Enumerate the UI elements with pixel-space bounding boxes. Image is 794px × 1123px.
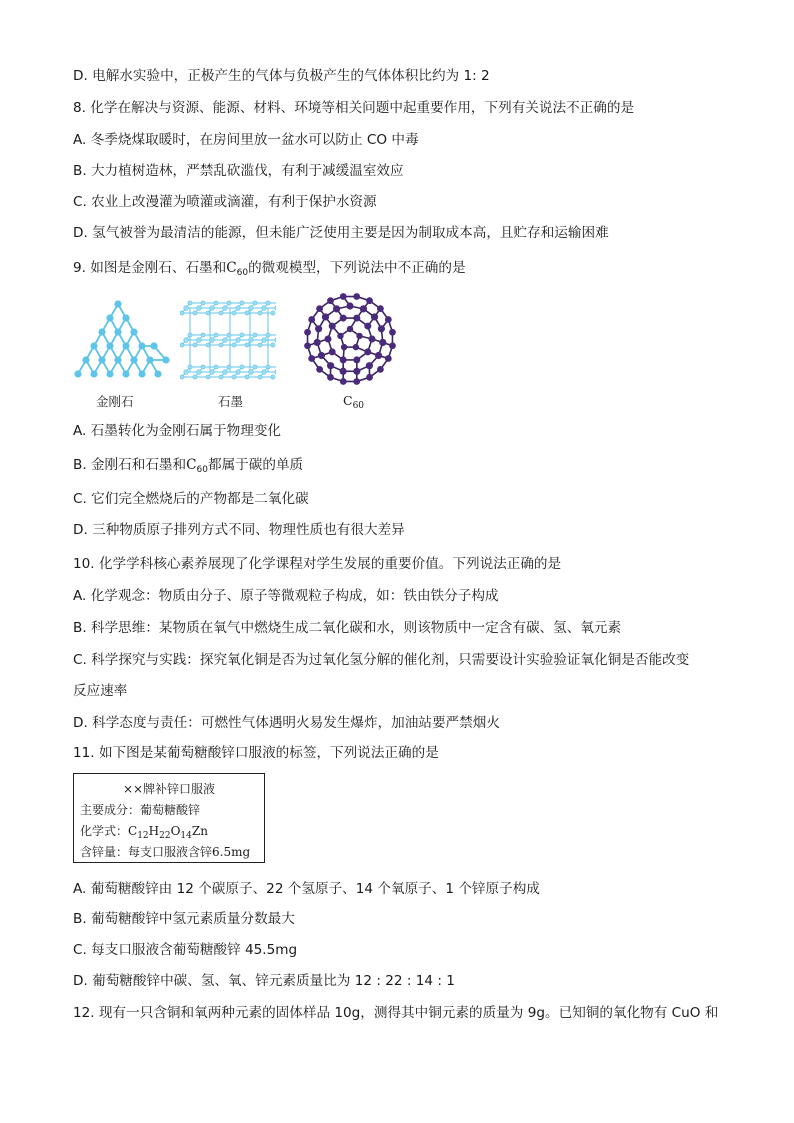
q11-option-a: A. 葡萄糖酸锌由 12 个碳原子、22 个氢原子、14 个氧原子、1 个锌原子构成: [73, 881, 540, 897]
formula-zn: Zn: [191, 824, 208, 838]
q8-option-a: A. 冬季烧煤取暖时，在房间里放一盆水可以防止 CO 中毒: [73, 132, 419, 148]
q9b-pre: B. 金刚石和石墨和: [73, 457, 187, 473]
formula-o-n: 14: [180, 831, 192, 841]
q10-stem: 10. 化学学科核心素养展现了化学课程对学生发展的重要价值。下列说法正确的是: [73, 556, 562, 572]
product-label: [73, 773, 265, 863]
q9-stem-post: 的微观模型，下列说法中不正确的是: [248, 260, 466, 276]
diamond-caption: 金刚石: [96, 394, 134, 409]
q11-stem: 11. 如下图是某葡萄糖酸锌口服液的标签，下列说法正确的是: [73, 745, 439, 761]
formula-c-n: 12: [137, 831, 149, 841]
formula-o: O: [170, 824, 181, 838]
q10-option-c: C. 科学探究与实践：探究氧化铜是否为过氧化氢分解的催化剂，只需要设计实验验证氧化铜是否能改变: [73, 652, 690, 668]
q9-stem-c: C: [226, 260, 237, 276]
label-formula-prefix: 化学式：: [80, 824, 129, 838]
label-formula: [80, 822, 208, 841]
c60-model: [302, 292, 398, 386]
formula-h: H: [148, 824, 160, 838]
q8-stem: 8. 化学在解决与资源、能源、材料、环境等相关问题中起重要作用，下列有关说法不正确的是: [73, 100, 635, 116]
q12-stem: 12. 现有一只含铜和氧两种元素的固体样品 10g，测得其中铜元素的质量为 9g。已知铜的氧化物有 CuO 和: [73, 1005, 719, 1021]
q8-option-c: C. 农业上改漫灌为喷灌或滴灌，有利于保护水资源: [73, 194, 377, 210]
q9-option-d: D. 三种物质原子排列方式不同、物理性质也有很大差异: [73, 522, 405, 538]
q8-option-b: B. 大力植树造林，严禁乱砍滥伐，有利于减缓温室效应: [73, 163, 404, 179]
q10-option-c-cont: 反应速率: [73, 683, 128, 699]
formula-c: C: [128, 824, 138, 838]
c60-caption-sub: 60: [352, 401, 365, 411]
q10-option-d: D. 科学态度与责任：可燃性气体遇明火易发生爆炸，加油站要严禁烟火: [73, 715, 500, 731]
q9-option-a: A. 石墨转化为金刚石属于物理变化: [73, 423, 282, 439]
diamond-model: [70, 296, 178, 384]
q11-option-c: C. 每支口服液含葡萄糖酸锌 45.5mg: [73, 942, 298, 958]
label-title: ××牌补锌口服液: [122, 782, 216, 796]
c60-caption-c: C: [343, 393, 353, 408]
q9-stem: [73, 258, 466, 283]
q11-option-d: D. 葡萄糖酸锌中碳、氢、氧、锌元素质量比为 12 : 22 : 14 : 1: [73, 973, 455, 989]
q10-option-a: A. 化学观念：物质由分子、原子等微观粒子构成，如：铁由铁分子构成: [73, 588, 499, 604]
formula-h-n: 22: [159, 831, 171, 841]
q10-option-b: B. 科学思维：某物质在氧气中燃烧生成二氧化碳和水，则该物质中一定含有碳、氢、氧元素: [73, 620, 622, 636]
label-ingredient: 主要成分：葡萄糖酸锌: [80, 803, 201, 817]
graphite-caption: 石墨: [218, 394, 244, 409]
q8-option-d: D. 氢气被誉为最清洁的能源，但未能广泛使用主要是因为制取成本高，且贮存和运输困难: [73, 225, 609, 241]
q9-option-c: C. 它们完全燃烧后的产物都是二氧化碳: [73, 491, 309, 507]
q7-option-d: D. 电解水实验中，正极产生的气体与负极产生的气体体积比约为 1: 2: [73, 68, 490, 84]
label-zinc-content: 含锌量：每支口服液含锌6.5mg: [80, 845, 251, 859]
q9-stem-sub: 60: [236, 268, 249, 278]
q9-option-b: [73, 455, 303, 480]
q9-stem-pre: 9. 如图是金刚石、石墨和: [73, 260, 227, 276]
q11-option-b: B. 葡萄糖酸锌中氢元素质量分数最大: [73, 911, 295, 927]
c60-caption: [343, 393, 364, 411]
q9b-c: C: [186, 457, 197, 473]
q9b-sub: 60: [196, 465, 208, 475]
q9b-post: 都属于碳的单质: [207, 457, 304, 473]
graphite-model: [180, 296, 276, 384]
